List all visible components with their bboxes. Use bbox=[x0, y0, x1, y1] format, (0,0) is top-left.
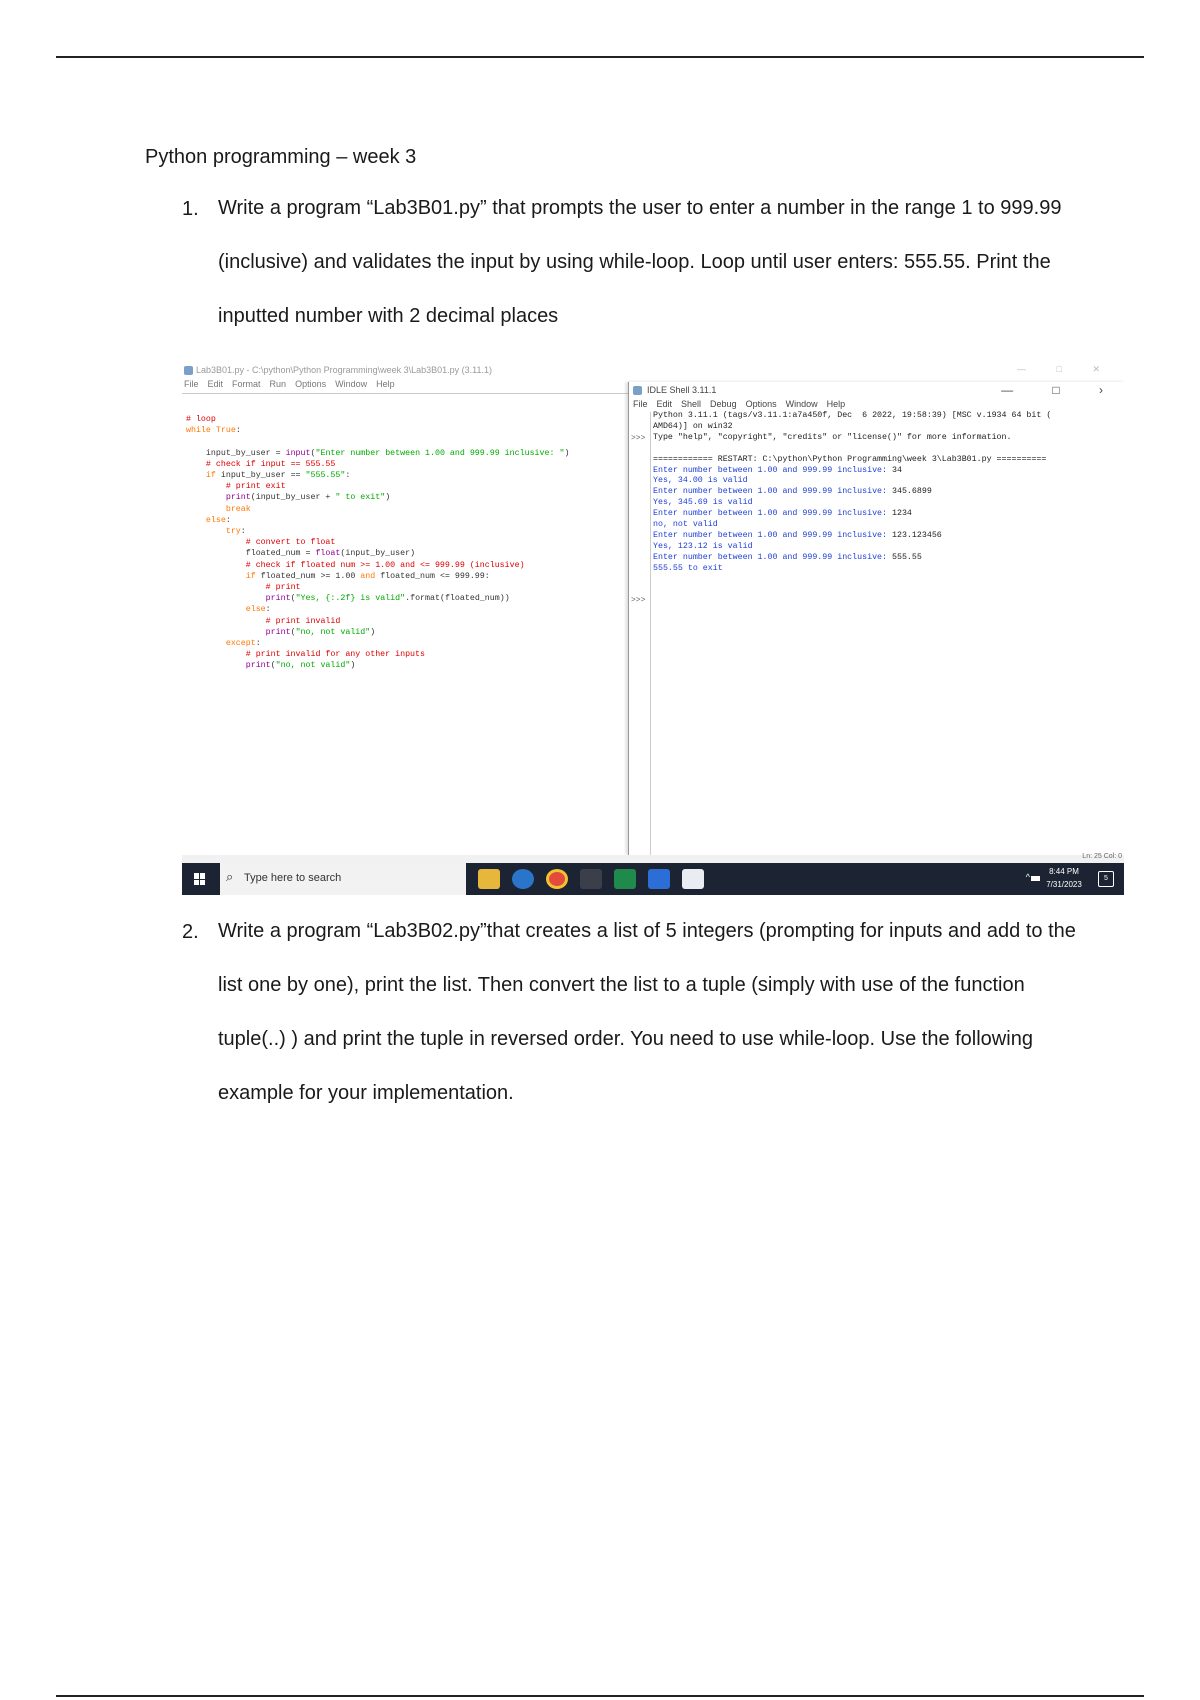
exercise-text: Write a program “Lab3B01.py” that prompts the user to enter a number in the range 1 to 999.99 (inclusive) and validates the input by using while-loop. Loop until user enters: 555.55. Print the inputted number with 2 decimal places bbox=[218, 197, 1062, 327]
code-line: # check if input == 555.55 bbox=[205, 459, 336, 469]
editor-menu-bar bbox=[184, 379, 404, 389]
code-line: else: bbox=[205, 515, 231, 525]
cursor-position: Ln: 25 Col: 0 bbox=[1082, 853, 1122, 860]
code-line: try: bbox=[225, 527, 246, 537]
code-line: break bbox=[225, 504, 251, 514]
excel-icon[interactable] bbox=[614, 869, 636, 889]
shell-line: Enter number between 1.00 and 999.99 inclusive: 1234 bbox=[653, 509, 912, 519]
idle-shell-window bbox=[628, 382, 1124, 855]
search-icon: ⌕ bbox=[226, 870, 234, 885]
battery-icon[interactable] bbox=[1031, 876, 1040, 881]
shell-menu-bar bbox=[633, 399, 854, 409]
shell-line bbox=[653, 444, 1051, 455]
shell-menu-window[interactable]: Window bbox=[785, 399, 818, 409]
idle-icon bbox=[633, 386, 642, 395]
editor-title-bar bbox=[182, 363, 1124, 379]
shell-menu-file[interactable]: File bbox=[633, 399, 648, 409]
windows-start-icon[interactable] bbox=[194, 873, 206, 885]
shell-menu-help[interactable]: Help bbox=[826, 399, 846, 409]
exercise-number: 1. bbox=[182, 198, 199, 220]
notification-icon[interactable]: 5 bbox=[1098, 871, 1114, 887]
exercise-text: Write a program “Lab3B02.py”that creates a list of 5 integers (prompting for inputs and add to the list one by one), print the list. Then convert the list to a tuple (simply with use of the function tuple(..) ) and print the tuple in reversed order. You need to use while-loop. Use the following example for your implementation. bbox=[218, 920, 1076, 1104]
code-line: # loop bbox=[186, 415, 216, 424]
page-heading: Python programming – week 3 bbox=[145, 146, 417, 168]
shell-output[interactable] bbox=[653, 411, 1051, 575]
file-explorer-icon[interactable] bbox=[478, 869, 500, 889]
shell-menu-options[interactable]: Options bbox=[745, 399, 777, 409]
bottom-rule bbox=[56, 1695, 1144, 1697]
shell-line: no, not valid bbox=[653, 520, 718, 530]
tray-date[interactable]: 7/31/2023 bbox=[1046, 880, 1082, 889]
shell-line: Enter number between 1.00 and 999.99 inclusive: 555.55 bbox=[653, 552, 922, 562]
menu-file[interactable]: File bbox=[184, 379, 199, 389]
tray-time[interactable]: 8:44 PM bbox=[1049, 867, 1079, 876]
tray-chevron-icon[interactable]: ^ bbox=[1025, 872, 1030, 882]
code-line: if floated_num >= 1.00 and floated_num <= 999.99: bbox=[245, 571, 490, 581]
code-line: input_by_user = input("Enter number between 1.00 and 999.99 inclusive: ") bbox=[186, 448, 570, 458]
editor-title: Lab3B01.py - C:\python\Python Programming\week 3\Lab3B01.py (3.11.1) bbox=[196, 365, 493, 375]
shell-prompt: >>> bbox=[631, 434, 646, 443]
code-line: print("no, not valid") bbox=[265, 627, 376, 637]
menu-edit[interactable]: Edit bbox=[207, 379, 224, 389]
code-line: print("no, not valid") bbox=[245, 661, 356, 671]
code-line: # print invalid bbox=[265, 616, 341, 626]
shell-line: 555.55 to exit bbox=[653, 563, 723, 573]
shell-line: Type "help", "copyright", "credits" or "license()" for more information. bbox=[653, 432, 1012, 442]
menu-format[interactable]: Format bbox=[232, 379, 261, 389]
code-line: # print invalid for any other inputs bbox=[245, 650, 425, 660]
shell-prompt-gutter bbox=[629, 412, 651, 855]
shell-line: Enter number between 1.00 and 999.99 inclusive: 34 bbox=[653, 465, 902, 475]
shell-line: Enter number between 1.00 and 999.99 inclusive: 123.123456 bbox=[653, 530, 942, 540]
windows-taskbar bbox=[182, 863, 1124, 895]
code-line: # check if floated num >= 1.00 and <= 999.99 (inclusive) bbox=[245, 560, 525, 570]
search-placeholder: Type here to search bbox=[244, 872, 342, 884]
shell-line: Enter number between 1.00 and 999.99 inclusive: 345.6899 bbox=[653, 487, 932, 497]
code-line: # convert to float bbox=[245, 538, 336, 548]
shell-line: ============ RESTART: C:\python\Python Programming\week 3\Lab3B01.py ========== bbox=[653, 454, 1047, 464]
shell-menu-edit[interactable]: Edit bbox=[656, 399, 673, 409]
code-line: if input_by_user == "555.55": bbox=[205, 471, 351, 481]
code-editor[interactable] bbox=[182, 393, 629, 856]
code-line: print("Yes, {:.2f} is valid".format(floated_num)) bbox=[265, 594, 510, 604]
code-line: # print exit bbox=[225, 482, 286, 492]
code-line bbox=[186, 436, 569, 447]
shell-line: Yes, 123.12 is valid bbox=[653, 541, 753, 551]
code-line: else: bbox=[245, 605, 271, 615]
python-file-icon bbox=[184, 366, 193, 375]
code-text bbox=[186, 414, 569, 672]
shell-menu-shell[interactable]: Shell bbox=[681, 399, 702, 409]
code-line: while True: bbox=[186, 426, 241, 436]
shell-line: AMD64)] on win32 bbox=[653, 421, 733, 431]
code-line: except: bbox=[225, 639, 261, 649]
status-bar bbox=[182, 855, 1124, 863]
shell-window-controls[interactable]: — □ › bbox=[1001, 383, 1121, 397]
shell-line: Yes, 34.00 is valid bbox=[653, 476, 748, 486]
menu-run[interactable]: Run bbox=[269, 379, 287, 389]
code-line: floated_num = float(input_by_user) bbox=[186, 549, 416, 559]
menu-help[interactable]: Help bbox=[376, 379, 395, 389]
edge-icon[interactable] bbox=[512, 869, 534, 889]
chrome-icon[interactable] bbox=[546, 869, 568, 889]
top-rule bbox=[56, 56, 1144, 58]
exercise-number: 2. bbox=[182, 921, 199, 943]
shell-line: Yes, 345.69 is valid bbox=[653, 498, 753, 508]
code-line: # print bbox=[265, 583, 301, 593]
editor-window-controls[interactable]: — □ ✕ bbox=[1017, 364, 1114, 374]
shell-line: Python 3.11.1 (tags/v3.11.1:a7a450f, Dec 6 2022, 19:58:39) [MSC v.1934 64 bit ( bbox=[653, 411, 1052, 420]
shell-title: IDLE Shell 3.11.1 bbox=[647, 385, 717, 395]
python-icon[interactable] bbox=[580, 869, 602, 889]
idle-taskbar-icon[interactable] bbox=[682, 869, 704, 889]
shell-prompt: >>> bbox=[631, 596, 646, 605]
word-icon[interactable] bbox=[648, 869, 670, 889]
code-line: print(input_by_user + " to exit") bbox=[225, 493, 391, 503]
shell-menu-debug[interactable]: Debug bbox=[710, 399, 737, 409]
menu-options[interactable]: Options bbox=[295, 379, 327, 389]
taskbar-search[interactable] bbox=[220, 863, 466, 895]
idle-screenshot bbox=[182, 363, 1124, 895]
menu-window[interactable]: Window bbox=[335, 379, 368, 389]
